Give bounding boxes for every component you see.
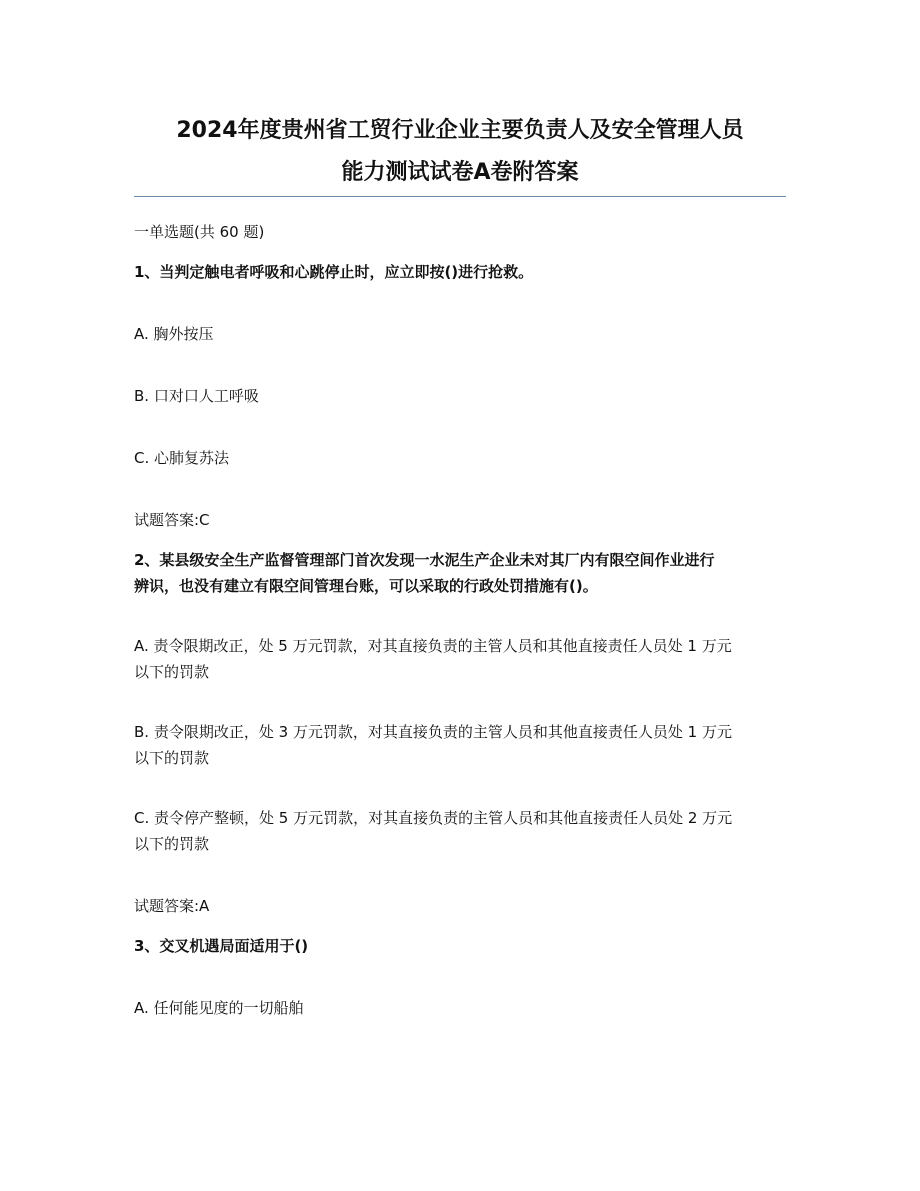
question-2-option-b-line-1: B. 责令限期改正，处 3 万元罚款，对其直接负责的主管人员和其他直接责任人员处 1 万元 bbox=[134, 723, 732, 741]
title-divider bbox=[134, 196, 786, 197]
question-1-answer: 试题答案:C bbox=[134, 511, 210, 529]
document-title-line-2: 能力测试试卷A卷附答案 bbox=[341, 160, 579, 185]
question-3-stem: 3、交叉机遇局面适用于() bbox=[134, 937, 309, 955]
section-heading: 一单选题(共 60 题) bbox=[134, 223, 265, 241]
question-1-option-b: B. 口对口人工呼吸 bbox=[134, 387, 259, 405]
question-2-answer: 试题答案:A bbox=[134, 897, 210, 915]
question-2-option-a-line-2: 以下的罚款 bbox=[134, 663, 210, 681]
question-2-stem-line-1: 2、某县级安全生产监督管理部门首次发现一水泥生产企业未对其厂内有限空间作业进行 bbox=[134, 551, 715, 569]
question-2-option-c-line-2: 以下的罚款 bbox=[134, 835, 210, 853]
question-1-stem: 1、当判定触电者呼吸和心跳停止时，应立即按()进行抢救。 bbox=[134, 263, 534, 281]
question-1-option-a: A. 胸外按压 bbox=[134, 325, 214, 343]
question-2-option-a-line-1: A. 责令限期改正，处 5 万元罚款，对其直接负责的主管人员和其他直接责任人员处 1 万元 bbox=[134, 637, 732, 655]
document-title-line-1: 2024年度贵州省工贸行业企业主要负责人及安全管理人员 bbox=[176, 118, 744, 143]
question-2-stem-line-2: 辨识，也没有建立有限空间管理台账，可以采取的行政处罚措施有()。 bbox=[134, 577, 598, 595]
question-2-option-c-line-1: C. 责令停产整顿，处 5 万元罚款，对其直接负责的主管人员和其他直接责任人员处 2 万元 bbox=[134, 809, 733, 827]
question-3-option-a: A. 任何能见度的一切船舶 bbox=[134, 999, 304, 1017]
question-2-option-b-line-2: 以下的罚款 bbox=[134, 749, 210, 767]
question-1-option-c: C. 心肺复苏法 bbox=[134, 449, 230, 467]
